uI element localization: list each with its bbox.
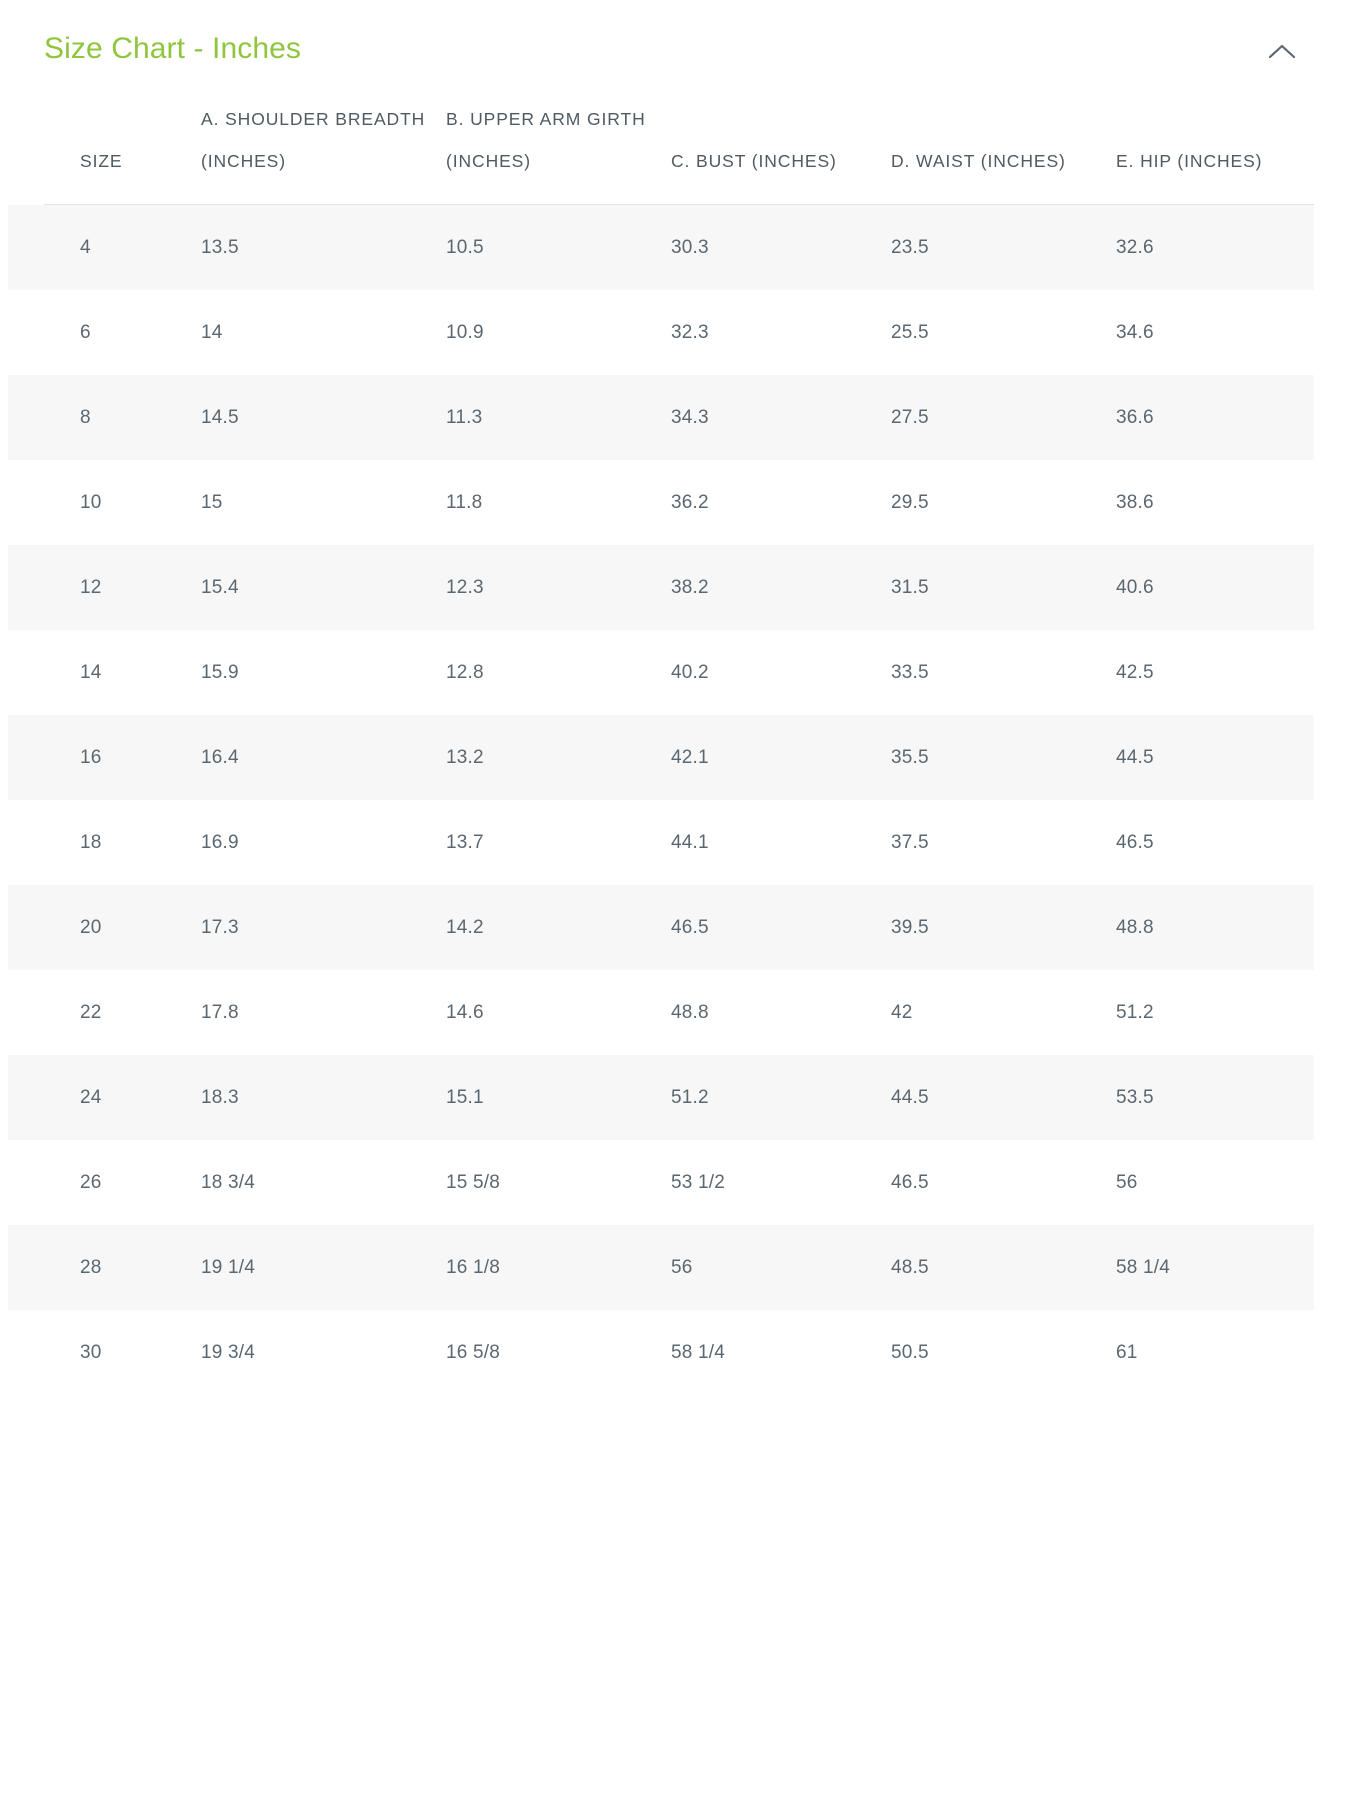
- column-header-size: SIZE: [44, 98, 199, 205]
- cell-arm: 11.8: [444, 460, 669, 545]
- cell-shoulder: 17.8: [199, 970, 444, 1055]
- cell-bust: 34.3: [669, 375, 889, 460]
- cell-hip: 56: [1114, 1140, 1314, 1225]
- cell-waist: 42: [889, 970, 1114, 1055]
- cell-size: 10: [44, 460, 199, 545]
- cell-shoulder: 17.3: [199, 885, 444, 970]
- table-row: [44, 205, 1314, 291]
- cell-arm: 13.7: [444, 800, 669, 885]
- cell-arm: 15.1: [444, 1055, 669, 1140]
- cell-arm: 11.3: [444, 375, 669, 460]
- table-body: [44, 205, 1314, 1396]
- cell-arm: 10.9: [444, 290, 669, 375]
- cell-hip: 38.6: [1114, 460, 1314, 545]
- cell-hip: 48.8: [1114, 885, 1314, 970]
- column-header-upper-arm-girth: B. UPPER ARM GIRTH (INCHES): [444, 98, 669, 205]
- cell-hip: 34.6: [1114, 290, 1314, 375]
- cell-waist: 46.5: [889, 1140, 1114, 1225]
- cell-shoulder: 18.3: [199, 1055, 444, 1140]
- cell-waist: 29.5: [889, 460, 1114, 545]
- column-header-hip: E. HIP (INCHES): [1114, 98, 1314, 205]
- table-row: [44, 290, 1314, 375]
- cell-bust: 44.1: [669, 800, 889, 885]
- cell-arm: 10.5: [444, 205, 669, 291]
- cell-waist: 31.5: [889, 545, 1114, 630]
- cell-hip: 40.6: [1114, 545, 1314, 630]
- cell-hip: 51.2: [1114, 970, 1314, 1055]
- cell-size: 6: [44, 290, 199, 375]
- table-header-row: [44, 98, 1314, 205]
- cell-shoulder: 16.9: [199, 800, 444, 885]
- column-header-waist: D. WAIST (INCHES): [889, 98, 1114, 205]
- cell-size: 30: [44, 1310, 199, 1395]
- cell-size: 20: [44, 885, 199, 970]
- cell-waist: 27.5: [889, 375, 1114, 460]
- cell-shoulder: 16.4: [199, 715, 444, 800]
- cell-waist: 48.5: [889, 1225, 1114, 1310]
- size-chart-table-wrapper: [0, 98, 1358, 1435]
- cell-shoulder: 18 3/4: [199, 1140, 444, 1225]
- cell-hip: 44.5: [1114, 715, 1314, 800]
- table-header: [44, 98, 1314, 205]
- cell-size: 14: [44, 630, 199, 715]
- table-row: [44, 375, 1314, 460]
- cell-bust: 46.5: [669, 885, 889, 970]
- cell-hip: 61: [1114, 1310, 1314, 1395]
- size-chart-table: [44, 98, 1314, 1395]
- cell-shoulder: 19 1/4: [199, 1225, 444, 1310]
- cell-bust: 51.2: [669, 1055, 889, 1140]
- cell-bust: 32.3: [669, 290, 889, 375]
- cell-bust: 58 1/4: [669, 1310, 889, 1395]
- table-row: [44, 885, 1314, 970]
- table-row: [44, 1225, 1314, 1310]
- cell-bust: 36.2: [669, 460, 889, 545]
- page-title: Size Chart - Inches: [44, 32, 302, 65]
- cell-arm: 12.3: [444, 545, 669, 630]
- table-row: [44, 715, 1314, 800]
- cell-size: 4: [44, 205, 199, 291]
- cell-waist: 33.5: [889, 630, 1114, 715]
- table-row: [44, 800, 1314, 885]
- cell-size: 24: [44, 1055, 199, 1140]
- column-header-shoulder-breadth: A. SHOULDER BREADTH (INCHES): [199, 98, 444, 205]
- cell-bust: 56: [669, 1225, 889, 1310]
- cell-bust: 40.2: [669, 630, 889, 715]
- cell-arm: 16 1/8: [444, 1225, 669, 1310]
- table-row: [44, 545, 1314, 630]
- cell-bust: 53 1/2: [669, 1140, 889, 1225]
- cell-waist: 23.5: [889, 205, 1114, 291]
- table-row: [44, 1310, 1314, 1395]
- cell-hip: 36.6: [1114, 375, 1314, 460]
- cell-size: 18: [44, 800, 199, 885]
- cell-shoulder: 14: [199, 290, 444, 375]
- cell-arm: 15 5/8: [444, 1140, 669, 1225]
- cell-waist: 50.5: [889, 1310, 1114, 1395]
- cell-arm: 14.6: [444, 970, 669, 1055]
- cell-shoulder: 15.9: [199, 630, 444, 715]
- cell-size: 26: [44, 1140, 199, 1225]
- table-row: [44, 460, 1314, 545]
- cell-arm: 12.8: [444, 630, 669, 715]
- cell-bust: 30.3: [669, 205, 889, 291]
- cell-hip: 32.6: [1114, 205, 1314, 291]
- cell-arm: 14.2: [444, 885, 669, 970]
- cell-bust: 48.8: [669, 970, 889, 1055]
- cell-shoulder: 15: [199, 460, 444, 545]
- cell-size: 12: [44, 545, 199, 630]
- cell-arm: 13.2: [444, 715, 669, 800]
- cell-arm: 16 5/8: [444, 1310, 669, 1395]
- cell-shoulder: 19 3/4: [199, 1310, 444, 1395]
- cell-size: 16: [44, 715, 199, 800]
- cell-waist: 35.5: [889, 715, 1114, 800]
- table-row: [44, 970, 1314, 1055]
- cell-waist: 37.5: [889, 800, 1114, 885]
- cell-size: 22: [44, 970, 199, 1055]
- cell-size: 28: [44, 1225, 199, 1310]
- cell-shoulder: 13.5: [199, 205, 444, 291]
- cell-hip: 53.5: [1114, 1055, 1314, 1140]
- cell-shoulder: 15.4: [199, 545, 444, 630]
- size-chart-header[interactable]: [0, 0, 1358, 98]
- cell-size: 8: [44, 375, 199, 460]
- cell-bust: 38.2: [669, 545, 889, 630]
- column-header-bust: C. BUST (INCHES): [669, 98, 889, 205]
- cell-hip: 42.5: [1114, 630, 1314, 715]
- chevron-up-icon[interactable]: [1262, 32, 1302, 72]
- cell-shoulder: 14.5: [199, 375, 444, 460]
- cell-waist: 44.5: [889, 1055, 1114, 1140]
- table-row: [44, 1140, 1314, 1225]
- table-row: [44, 1055, 1314, 1140]
- cell-waist: 25.5: [889, 290, 1114, 375]
- cell-bust: 42.1: [669, 715, 889, 800]
- table-row: [44, 630, 1314, 715]
- cell-hip: 58 1/4: [1114, 1225, 1314, 1310]
- cell-hip: 46.5: [1114, 800, 1314, 885]
- cell-waist: 39.5: [889, 885, 1114, 970]
